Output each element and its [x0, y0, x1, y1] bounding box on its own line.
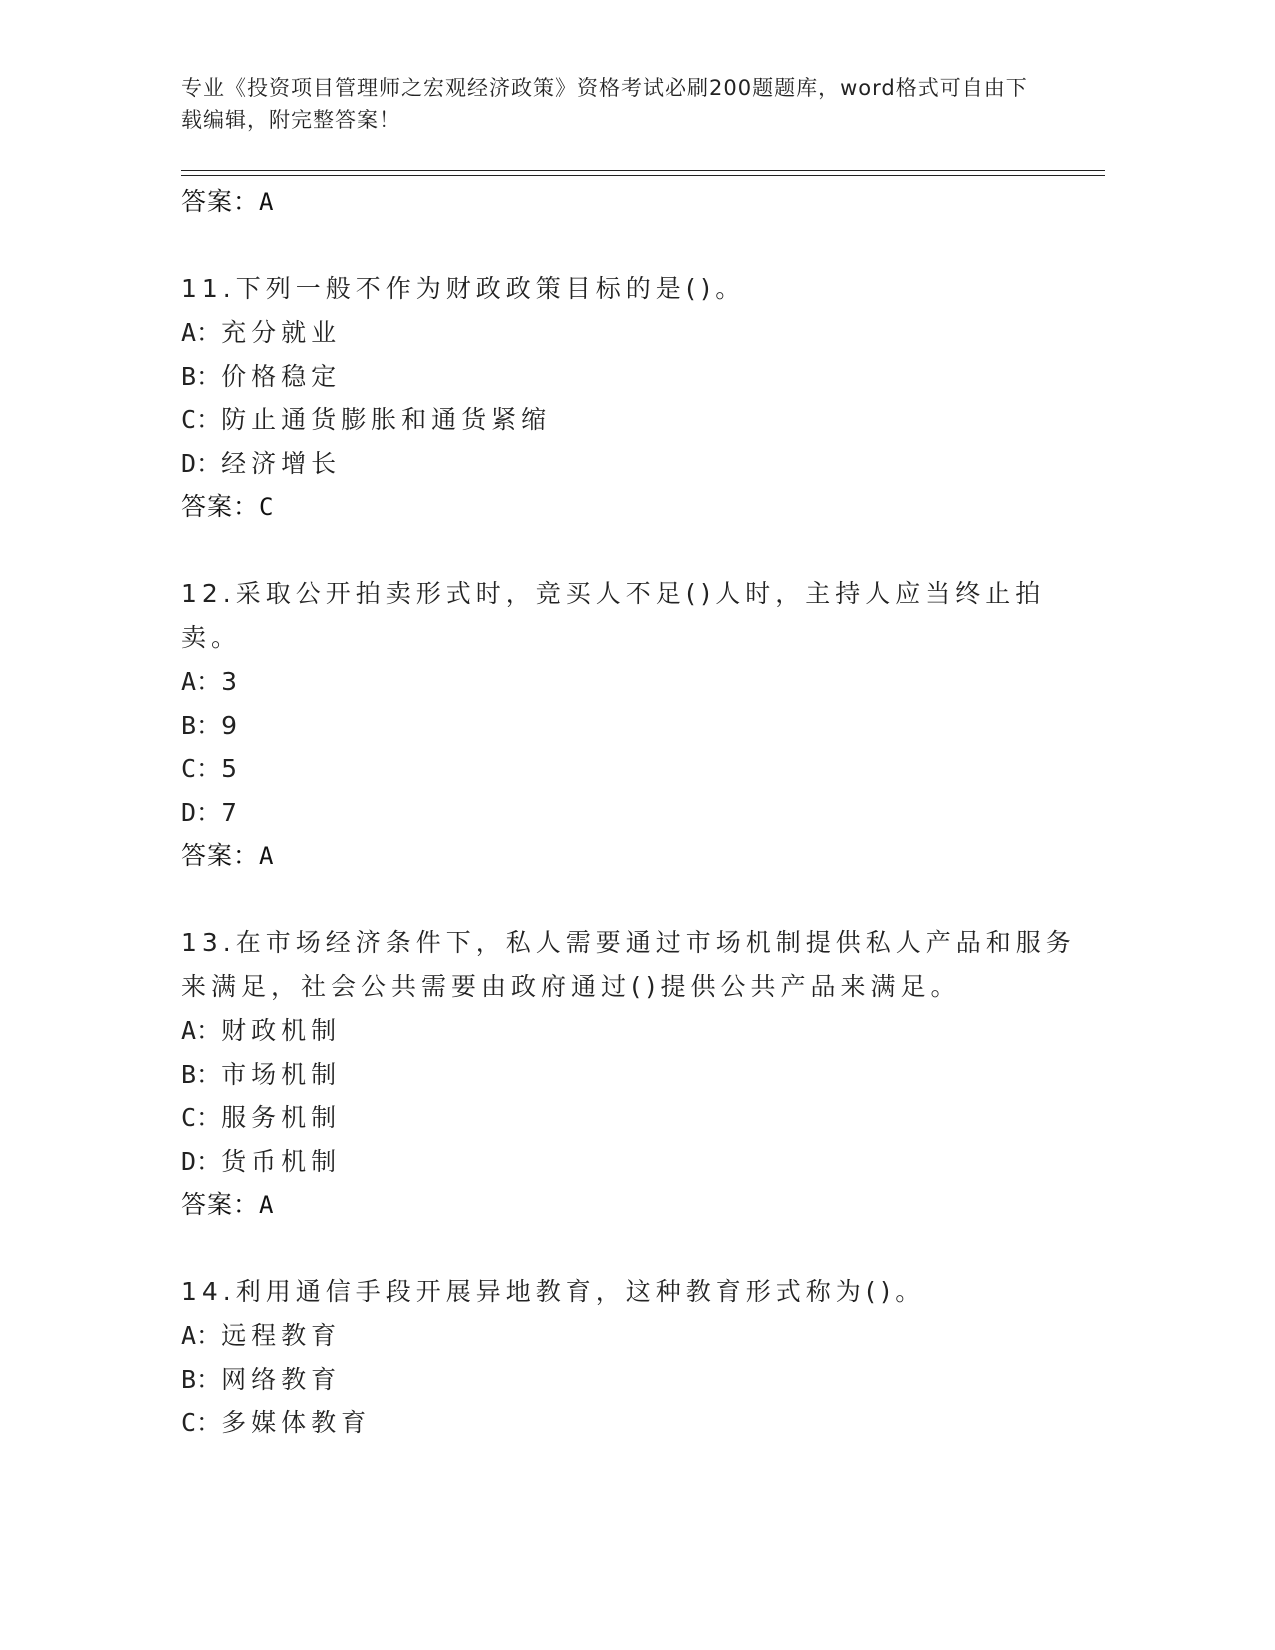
question-answer	[181, 834, 1101, 878]
option-letter: D：	[181, 797, 222, 827]
question-block	[181, 572, 1101, 878]
option-a	[181, 1009, 1101, 1053]
option-letter: B：	[181, 710, 222, 740]
previous-answer	[181, 180, 1101, 224]
header-rule-top	[181, 170, 1105, 171]
option-text: 9	[221, 710, 242, 740]
option-letter: D：	[181, 1146, 222, 1176]
option-letter: D：	[181, 448, 222, 478]
question-block	[181, 921, 1101, 1227]
option-text: 财政机制	[221, 1016, 342, 1045]
option-text: 价格稳定	[221, 361, 342, 391]
option-text: 充分就业	[221, 318, 342, 347]
option-b	[181, 1358, 1101, 1402]
answer-value: A	[259, 842, 275, 870]
option-text: 服务机制	[221, 1103, 342, 1132]
answer-label: 答案：	[181, 841, 260, 870]
option-text: 经济增长	[221, 448, 342, 478]
header-text: 专业《投资项目管理师之宏观经济政策》资格考试必刷200题题库，word格式可自由下载编辑，附完整答案！	[181, 76, 1028, 132]
answer-label: 答案：	[181, 1190, 260, 1219]
answer-value: A	[259, 1191, 275, 1219]
option-letter: A：	[181, 1016, 222, 1045]
option-letter: B：	[181, 1059, 222, 1089]
option-a	[181, 311, 1101, 355]
option-letter: A：	[181, 318, 222, 347]
option-letter: B：	[181, 361, 222, 391]
question-stem: 12.采取公开拍卖形式时，竞买人不足()人时，主持人应当终止拍卖。	[181, 579, 1046, 652]
option-b	[181, 355, 1101, 399]
option-letter: C：	[181, 1408, 222, 1437]
option-c	[181, 1401, 1101, 1445]
question-block	[181, 267, 1101, 529]
option-text: 3	[221, 667, 242, 696]
option-c	[181, 1096, 1101, 1140]
answer-label: 答案：	[181, 187, 260, 216]
option-b	[181, 1053, 1101, 1097]
option-letter: C：	[181, 405, 222, 434]
option-d	[181, 1140, 1101, 1184]
answer-value: C	[259, 493, 275, 521]
option-text: 网络教育	[221, 1364, 342, 1394]
question-answer	[181, 1183, 1101, 1227]
option-d	[181, 442, 1101, 486]
option-letter: A：	[181, 667, 222, 696]
option-text: 市场机制	[221, 1059, 342, 1089]
option-d	[181, 791, 1101, 835]
page-header	[181, 72, 1041, 136]
answer-label: 答案：	[181, 492, 260, 521]
option-letter: C：	[181, 1103, 222, 1132]
option-text: 货币机制	[221, 1146, 342, 1176]
question-block	[181, 1270, 1101, 1445]
option-c	[181, 747, 1101, 791]
option-text: 远程教育	[221, 1321, 342, 1350]
option-text: 防止通货膨胀和通货紧缩	[221, 405, 552, 434]
question-stem: 13.在市场经济条件下，私人需要通过市场机制提供私人产品和服务来满足，社会公共需要由政府通过()提供公共产品来满足。	[181, 928, 1076, 1001]
question-stem: 11.下列一般不作为财政政策目标的是()。	[181, 274, 746, 303]
header-rule-bottom	[181, 175, 1105, 176]
option-a	[181, 1314, 1101, 1358]
option-b	[181, 704, 1101, 748]
option-text: 5	[221, 754, 242, 783]
question-list	[181, 180, 1101, 1445]
option-letter: C：	[181, 754, 222, 783]
option-text: 7	[221, 797, 242, 827]
option-c	[181, 398, 1101, 442]
question-answer	[181, 485, 1101, 529]
option-a	[181, 660, 1101, 704]
option-letter: B：	[181, 1364, 222, 1394]
question-stem: 14.利用通信手段开展异地教育，这种教育形式称为()。	[181, 1277, 926, 1306]
answer-value: A	[259, 188, 275, 216]
option-letter: A：	[181, 1321, 222, 1350]
option-text: 多媒体教育	[221, 1408, 372, 1437]
